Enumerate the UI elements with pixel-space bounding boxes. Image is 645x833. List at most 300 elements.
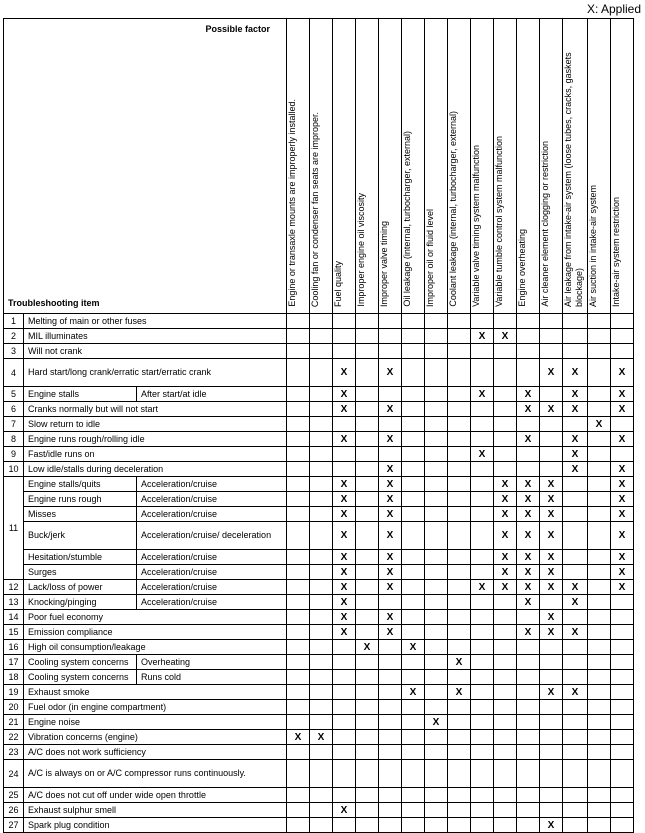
factor-cell bbox=[563, 730, 588, 745]
factor-cell bbox=[356, 640, 379, 655]
troubleshooting-item: Melting of main or other fuses bbox=[24, 314, 287, 329]
factor-cell bbox=[287, 730, 310, 745]
applied-mark: X bbox=[340, 566, 348, 578]
factor-cell bbox=[611, 760, 634, 788]
header-corner-cell bbox=[4, 19, 287, 314]
troubleshooting-item: Slow return to idle bbox=[24, 417, 287, 432]
factor-cell bbox=[494, 387, 517, 402]
factor-cell bbox=[517, 462, 540, 477]
factor-cell bbox=[287, 507, 310, 522]
factor-cell bbox=[494, 402, 517, 417]
applied-mark: X bbox=[547, 611, 555, 623]
factor-cell bbox=[517, 730, 540, 745]
factor-cell bbox=[540, 507, 563, 522]
factor-cell bbox=[425, 803, 448, 818]
factor-cell bbox=[517, 492, 540, 507]
table-row bbox=[4, 625, 634, 640]
factor-cell bbox=[494, 417, 517, 432]
applied-mark: X bbox=[618, 433, 626, 445]
factor-cell bbox=[287, 745, 310, 760]
condition: Acceleration/cruise bbox=[137, 477, 287, 492]
factor-cell bbox=[448, 359, 471, 387]
factor-cell bbox=[287, 314, 310, 329]
factor-cell bbox=[333, 610, 356, 625]
applied-mark: X bbox=[432, 716, 440, 728]
factor-cell bbox=[517, 550, 540, 565]
factor-cell bbox=[448, 760, 471, 788]
table-row bbox=[4, 715, 634, 730]
factor-cell bbox=[287, 550, 310, 565]
factor-cell bbox=[425, 760, 448, 788]
factor-cell bbox=[540, 359, 563, 387]
factor-cell bbox=[356, 359, 379, 387]
applied-mark: X bbox=[340, 626, 348, 638]
factor-cell bbox=[611, 462, 634, 477]
factor-cell bbox=[356, 314, 379, 329]
applied-mark: X bbox=[571, 581, 579, 593]
factor-cell bbox=[425, 565, 448, 580]
row-number: 3 bbox=[4, 344, 24, 359]
factor-cell bbox=[611, 670, 634, 685]
troubleshooting-item: Vibration concerns (engine) bbox=[24, 730, 287, 745]
factor-cell bbox=[611, 625, 634, 640]
factor-cell bbox=[471, 492, 494, 507]
factor-cell bbox=[540, 387, 563, 402]
troubleshooting-item: Exhaust sulphur smell bbox=[24, 803, 287, 818]
row-number: 21 bbox=[4, 715, 24, 730]
table-row bbox=[4, 610, 634, 625]
factor-cell bbox=[448, 580, 471, 595]
factor-cell bbox=[448, 730, 471, 745]
factor-cell bbox=[448, 670, 471, 685]
factor-cell bbox=[588, 788, 611, 803]
row-number: 18 bbox=[4, 670, 24, 685]
applied-mark: X bbox=[524, 596, 532, 608]
factor-cell bbox=[611, 359, 634, 387]
factor-cell bbox=[588, 715, 611, 730]
factor-cell bbox=[563, 595, 588, 610]
troubleshooting-item: Knocking/pinging bbox=[24, 595, 137, 610]
factor-cell bbox=[611, 387, 634, 402]
factor-cell bbox=[379, 580, 402, 595]
factor-cell bbox=[471, 402, 494, 417]
factor-cell bbox=[402, 387, 425, 402]
factor-cell bbox=[588, 700, 611, 715]
table-row bbox=[4, 595, 634, 610]
factor-cell bbox=[333, 685, 356, 700]
factor-cell bbox=[517, 417, 540, 432]
factor-cell bbox=[588, 655, 611, 670]
factor-cell bbox=[517, 625, 540, 640]
factor-cell bbox=[540, 700, 563, 715]
factor-cell bbox=[356, 344, 379, 359]
factor-cell bbox=[402, 788, 425, 803]
factor-cell bbox=[402, 715, 425, 730]
applied-mark: X bbox=[524, 566, 532, 578]
factor-cell bbox=[563, 462, 588, 477]
row-number: 13 bbox=[4, 595, 24, 610]
factor-cell bbox=[356, 788, 379, 803]
factor-cell bbox=[540, 685, 563, 700]
factor-cell bbox=[517, 685, 540, 700]
applied-mark: X bbox=[386, 367, 394, 378]
factor-cell bbox=[494, 625, 517, 640]
factor-cell bbox=[448, 507, 471, 522]
row-number: 19 bbox=[4, 685, 24, 700]
factor-cell bbox=[310, 685, 333, 700]
factor-cell bbox=[356, 565, 379, 580]
factor-cell bbox=[494, 522, 517, 550]
factor-cell bbox=[448, 387, 471, 402]
factor-cell bbox=[611, 314, 634, 329]
applied-mark: X bbox=[618, 388, 626, 400]
applied-mark: X bbox=[524, 403, 532, 415]
factor-cell bbox=[540, 492, 563, 507]
factor-cell bbox=[563, 565, 588, 580]
factor-cell bbox=[287, 685, 310, 700]
factor-cell bbox=[563, 359, 588, 387]
row-number: 2 bbox=[4, 329, 24, 344]
factor-cell bbox=[333, 447, 356, 462]
applied-mark: X bbox=[317, 731, 325, 743]
troubleshooting-item: Misses bbox=[24, 507, 137, 522]
factor-cell bbox=[425, 745, 448, 760]
factor-cell bbox=[517, 595, 540, 610]
troubleshooting-item: Cooling system concerns bbox=[24, 670, 137, 685]
applied-mark: X bbox=[571, 403, 579, 415]
factor-cell bbox=[287, 462, 310, 477]
row-number: 20 bbox=[4, 700, 24, 715]
factor-cell bbox=[379, 329, 402, 344]
troubleshooting-item-label: Troubleshooting item bbox=[8, 298, 100, 308]
factor-cell bbox=[494, 432, 517, 447]
factor-cell bbox=[448, 685, 471, 700]
factor-cell bbox=[379, 387, 402, 402]
factor-cell bbox=[402, 685, 425, 700]
factor-cell bbox=[356, 507, 379, 522]
factor-cell bbox=[333, 417, 356, 432]
factor-cell bbox=[310, 595, 333, 610]
factor-cell bbox=[611, 522, 634, 550]
applied-mark: X bbox=[547, 530, 555, 541]
applied-mark: X bbox=[547, 478, 555, 490]
factor-cell bbox=[333, 655, 356, 670]
factor-cell bbox=[425, 715, 448, 730]
factor-cell bbox=[425, 329, 448, 344]
factor-cell bbox=[402, 595, 425, 610]
factor-cell bbox=[540, 447, 563, 462]
factor-cell bbox=[379, 565, 402, 580]
factor-cell bbox=[588, 760, 611, 788]
factor-cell bbox=[471, 462, 494, 477]
troubleshooting-item: Cranks normally but will not start bbox=[24, 402, 287, 417]
factor-cell bbox=[356, 550, 379, 565]
factor-cell bbox=[425, 359, 448, 387]
factor-cell bbox=[588, 387, 611, 402]
factor-cell bbox=[517, 670, 540, 685]
troubleshooting-item: Exhaust smoke bbox=[24, 685, 287, 700]
factor-cell bbox=[310, 344, 333, 359]
factor-cell bbox=[494, 788, 517, 803]
troubleshooting-item: Engine stalls bbox=[24, 387, 137, 402]
factor-cell bbox=[379, 700, 402, 715]
factor-cell bbox=[333, 492, 356, 507]
factor-cell bbox=[588, 565, 611, 580]
factor-cell bbox=[588, 477, 611, 492]
factor-cell bbox=[448, 344, 471, 359]
factor-cell bbox=[471, 550, 494, 565]
factor-cell bbox=[425, 402, 448, 417]
factor-cell bbox=[494, 715, 517, 730]
applied-mark: X bbox=[547, 508, 555, 520]
factor-cell bbox=[379, 522, 402, 550]
factor-cell bbox=[588, 745, 611, 760]
factor-cell bbox=[611, 432, 634, 447]
factor-cell bbox=[425, 610, 448, 625]
factor-cell bbox=[356, 417, 379, 432]
factor-header-4 bbox=[379, 19, 402, 314]
factor-cell bbox=[333, 715, 356, 730]
factor-cell bbox=[333, 402, 356, 417]
factor-cell bbox=[310, 745, 333, 760]
factor-cell bbox=[517, 565, 540, 580]
factor-cell bbox=[356, 700, 379, 715]
factor-cell bbox=[471, 715, 494, 730]
factor-cell bbox=[563, 329, 588, 344]
factor-cell bbox=[494, 700, 517, 715]
factor-cell bbox=[517, 507, 540, 522]
applied-mark: X bbox=[340, 551, 348, 563]
factor-header-13 bbox=[588, 19, 611, 314]
factor-cell bbox=[540, 432, 563, 447]
factor-cell bbox=[471, 432, 494, 447]
factor-cell bbox=[471, 670, 494, 685]
applied-mark: X bbox=[571, 686, 579, 698]
factor-cell bbox=[310, 402, 333, 417]
factor-cell bbox=[310, 640, 333, 655]
factor-cell bbox=[402, 359, 425, 387]
applied-mark: X bbox=[547, 403, 555, 415]
factor-cell bbox=[494, 580, 517, 595]
factor-cell bbox=[287, 760, 310, 788]
factor-cell bbox=[402, 432, 425, 447]
factor-cell bbox=[425, 387, 448, 402]
factor-cell bbox=[563, 745, 588, 760]
table-row bbox=[4, 760, 634, 788]
factor-cell bbox=[402, 745, 425, 760]
applied-mark: X bbox=[524, 530, 532, 541]
factor-cell bbox=[310, 462, 333, 477]
applied-mark: X bbox=[571, 596, 579, 608]
row-number: 5 bbox=[4, 387, 24, 402]
factor-header-text: Air leakage from intake-air system (loose tubes, cracks, gaskets blockage) bbox=[563, 52, 584, 307]
factor-cell bbox=[588, 580, 611, 595]
factor-header-text: Improper valve timing bbox=[379, 220, 389, 307]
factor-cell bbox=[494, 565, 517, 580]
factor-cell bbox=[379, 359, 402, 387]
factor-cell bbox=[310, 565, 333, 580]
factor-cell bbox=[402, 610, 425, 625]
factor-cell bbox=[356, 477, 379, 492]
applied-mark: X bbox=[571, 433, 579, 445]
applied-mark: X bbox=[478, 388, 486, 400]
applied-mark: X bbox=[501, 530, 509, 541]
factor-cell bbox=[471, 359, 494, 387]
factor-cell bbox=[379, 670, 402, 685]
factor-cell bbox=[333, 522, 356, 550]
troubleshooting-item: Spark plug condition bbox=[24, 818, 287, 833]
factor-cell bbox=[588, 314, 611, 329]
troubleshooting-item: MIL illuminates bbox=[24, 329, 287, 344]
factor-cell bbox=[310, 760, 333, 788]
factor-cell bbox=[517, 655, 540, 670]
factor-cell bbox=[611, 417, 634, 432]
factor-cell bbox=[588, 730, 611, 745]
row-number: 24 bbox=[4, 760, 24, 788]
factor-cell bbox=[471, 610, 494, 625]
applied-mark: X bbox=[501, 478, 509, 490]
applied-mark: X bbox=[409, 641, 417, 653]
factor-cell bbox=[471, 387, 494, 402]
table-row bbox=[4, 417, 634, 432]
factor-cell bbox=[471, 730, 494, 745]
factor-cell bbox=[540, 522, 563, 550]
factor-cell bbox=[425, 522, 448, 550]
factor-cell bbox=[611, 565, 634, 580]
troubleshooting-item: Lack/loss of power bbox=[24, 580, 137, 595]
table-row bbox=[4, 492, 634, 507]
applied-mark: X bbox=[386, 463, 394, 475]
table-row bbox=[4, 522, 634, 550]
factor-cell bbox=[287, 329, 310, 344]
factor-cell bbox=[611, 685, 634, 700]
factor-cell bbox=[563, 522, 588, 550]
factor-cell bbox=[448, 745, 471, 760]
troubleshooting-item: Emission compliance bbox=[24, 625, 287, 640]
row-number: 11 bbox=[4, 477, 24, 580]
factor-cell bbox=[563, 625, 588, 640]
factor-cell bbox=[563, 447, 588, 462]
factor-cell bbox=[356, 803, 379, 818]
factor-cell bbox=[448, 522, 471, 550]
factor-cell bbox=[540, 550, 563, 565]
factor-cell bbox=[310, 492, 333, 507]
factor-cell bbox=[540, 344, 563, 359]
factor-cell bbox=[379, 730, 402, 745]
factor-cell bbox=[611, 447, 634, 462]
factor-cell bbox=[588, 595, 611, 610]
condition: Acceleration/cruise bbox=[137, 492, 287, 507]
table-row bbox=[4, 462, 634, 477]
factor-header-text: Improper engine oil viscosity bbox=[356, 193, 366, 307]
factor-cell bbox=[425, 447, 448, 462]
factor-cell bbox=[425, 730, 448, 745]
factor-header-text: Air cleaner element clogging or restriction bbox=[540, 141, 550, 307]
row-number: 27 bbox=[4, 818, 24, 833]
factor-cell bbox=[402, 447, 425, 462]
applied-mark: X bbox=[618, 367, 626, 378]
table-row bbox=[4, 550, 634, 565]
factor-cell bbox=[563, 715, 588, 730]
factor-cell bbox=[356, 432, 379, 447]
factor-cell bbox=[379, 507, 402, 522]
factor-cell bbox=[379, 595, 402, 610]
factor-cell bbox=[540, 715, 563, 730]
applied-mark: X bbox=[386, 433, 394, 445]
factor-cell bbox=[287, 640, 310, 655]
applied-mark: X bbox=[340, 367, 348, 378]
factor-cell bbox=[425, 700, 448, 715]
factor-header-text: Engine or transaxle mounts are improperly installed. bbox=[287, 99, 297, 307]
applied-mark: X bbox=[618, 581, 626, 593]
factor-cell bbox=[494, 610, 517, 625]
factor-cell bbox=[448, 447, 471, 462]
troubleshooting-item: Low idle/stalls during deceleration bbox=[24, 462, 287, 477]
condition: Acceleration/cruise/ deceleration bbox=[137, 522, 287, 550]
factor-cell bbox=[356, 670, 379, 685]
troubleshooting-item: High oil consumption/leakage bbox=[24, 640, 287, 655]
factor-cell bbox=[588, 685, 611, 700]
table-row bbox=[4, 447, 634, 462]
applied-mark: X bbox=[524, 388, 532, 400]
troubleshooting-item: Will not crank bbox=[24, 344, 287, 359]
factor-header-row bbox=[4, 19, 634, 314]
factor-cell bbox=[448, 700, 471, 715]
factor-cell bbox=[356, 625, 379, 640]
factor-cell bbox=[310, 550, 333, 565]
factor-cell bbox=[540, 760, 563, 788]
applied-mark: X bbox=[340, 581, 348, 593]
factor-cell bbox=[471, 447, 494, 462]
factor-cell bbox=[448, 462, 471, 477]
factor-cell bbox=[425, 595, 448, 610]
factor-cell bbox=[563, 417, 588, 432]
factor-cell bbox=[379, 477, 402, 492]
factor-header-2 bbox=[333, 19, 356, 314]
factor-cell bbox=[611, 730, 634, 745]
factor-cell bbox=[540, 462, 563, 477]
factor-cell bbox=[448, 329, 471, 344]
factor-cell bbox=[448, 788, 471, 803]
factor-header-text: Variable tumble control system malfunction bbox=[494, 136, 504, 307]
factor-cell bbox=[310, 417, 333, 432]
factor-cell bbox=[563, 580, 588, 595]
factor-cell bbox=[402, 522, 425, 550]
factor-cell bbox=[333, 595, 356, 610]
factor-cell bbox=[333, 580, 356, 595]
applied-mark: X bbox=[571, 463, 579, 475]
possible-factor-label: Possible factor bbox=[205, 24, 270, 34]
condition: Acceleration/cruise bbox=[137, 550, 287, 565]
factor-cell bbox=[471, 344, 494, 359]
factor-cell bbox=[494, 359, 517, 387]
applied-mark: X bbox=[386, 508, 394, 520]
factor-cell bbox=[563, 788, 588, 803]
factor-cell bbox=[540, 640, 563, 655]
factor-cell bbox=[379, 344, 402, 359]
row-number: 1 bbox=[4, 314, 24, 329]
factor-cell bbox=[588, 507, 611, 522]
factor-cell bbox=[517, 788, 540, 803]
factor-cell bbox=[563, 670, 588, 685]
applied-mark: X bbox=[386, 530, 394, 541]
factor-cell bbox=[563, 655, 588, 670]
applied-mark: X bbox=[386, 581, 394, 593]
factor-cell bbox=[287, 447, 310, 462]
factor-cell bbox=[471, 417, 494, 432]
factor-cell bbox=[333, 550, 356, 565]
applied-mark: X bbox=[386, 611, 394, 623]
